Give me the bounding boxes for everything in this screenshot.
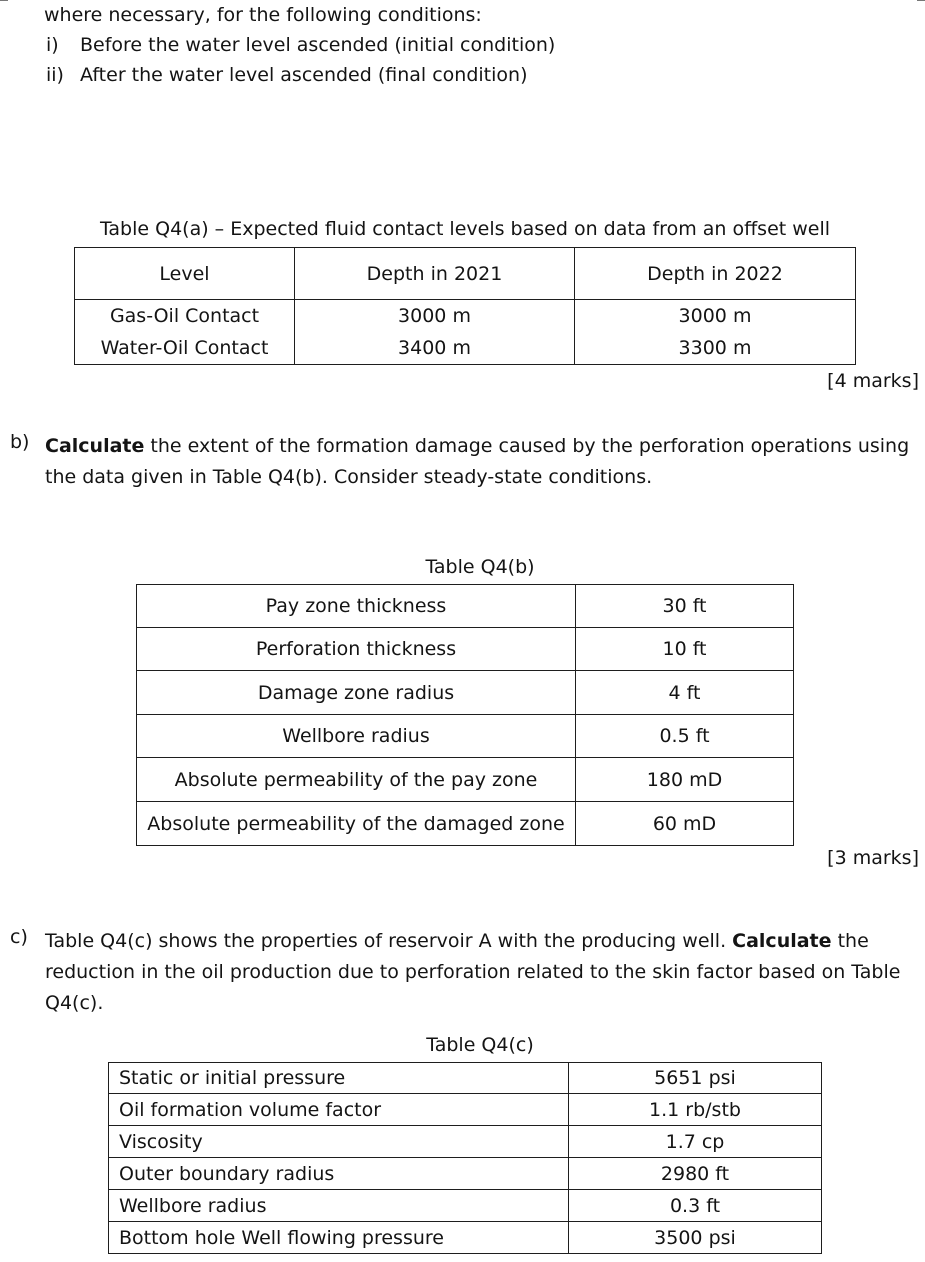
table-row	[109, 1094, 822, 1126]
table-cell: Pay zone thickness	[137, 585, 576, 628]
intro-item-text: After the water level ascended (final condition)	[80, 64, 528, 86]
table-cell: Absolute permeability of the damaged zone	[137, 802, 576, 846]
table-row	[75, 300, 856, 332]
part-c-label: c)	[10, 926, 28, 948]
table-cell: 30 ft	[576, 585, 794, 628]
table-cell: 10 ft	[576, 628, 794, 671]
table-c	[108, 1062, 822, 1254]
table-cell: 2980 ft	[569, 1158, 822, 1190]
table-cell: Bottom hole Well flowing pressure	[109, 1222, 569, 1254]
intro-item-text: Before the water level ascended (initial condition)	[80, 34, 556, 56]
table-cell: Absolute permeability of the pay zone	[137, 758, 576, 802]
table-header-cell: Depth in 2021	[295, 248, 575, 300]
table-cell: 0.5 ft	[576, 715, 794, 758]
table-cell: 180 mD	[576, 758, 794, 802]
intro-item-number: ii)	[46, 64, 64, 86]
table-header-cell: Level	[75, 248, 295, 300]
table-a	[74, 247, 856, 365]
part-c-text: Table Q4(c) shows the properties of reservoir A with the producing well.	[45, 930, 727, 952]
table-cell: Wellbore radius	[109, 1190, 569, 1222]
page-corner-mark-right	[917, 0, 925, 1]
table-cell: 5651 psi	[569, 1063, 822, 1094]
table-cell: 0.3 ft	[569, 1190, 822, 1222]
marks-label: [4 marks]	[827, 370, 919, 392]
table-b	[136, 584, 794, 846]
table-cell: Damage zone radius	[137, 671, 576, 715]
table-cell: 3000 m	[295, 300, 575, 332]
intro-item-number: i)	[46, 34, 59, 56]
table-row	[137, 758, 794, 802]
table-row	[109, 1063, 822, 1094]
table-a-caption: Table Q4(a) – Expected fluid contact levels based on data from an offset well	[99, 218, 831, 240]
part-b-label: b)	[10, 431, 30, 453]
part-c-question	[45, 926, 917, 1019]
table-cell: Perforation thickness	[137, 628, 576, 671]
part-b-question	[45, 431, 917, 493]
table-cell: Static or initial pressure	[109, 1063, 569, 1094]
table-cell: Outer boundary radius	[109, 1158, 569, 1190]
table-row	[137, 585, 794, 628]
table-cell: Water-Oil Contact	[75, 332, 295, 365]
intro-line: where necessary, for the following conditions:	[44, 4, 482, 26]
table-c-caption: Table Q4(c)	[426, 1034, 534, 1056]
table-cell: Wellbore radius	[137, 715, 576, 758]
part-c-text: the reduction in the oil production due to perforation related to the skin factor based on Table Q4(c).	[45, 930, 901, 1014]
table-cell: 3500 psi	[569, 1222, 822, 1254]
marks-label: [3 marks]	[827, 847, 919, 869]
table-row	[137, 802, 794, 846]
table-cell: 3400 m	[295, 332, 575, 365]
table-cell: 3300 m	[575, 332, 856, 365]
table-row	[109, 1158, 822, 1190]
table-row	[137, 671, 794, 715]
table-cell: Viscosity	[109, 1126, 569, 1158]
table-cell: Oil formation volume factor	[109, 1094, 569, 1126]
table-cell: 1.1 rb/stb	[569, 1094, 822, 1126]
table-cell: 4 ft	[576, 671, 794, 715]
table-cell: 1.7 cp	[569, 1126, 822, 1158]
part-b-text: the extent of the formation damage caused by the perforation operations using the data given in Table Q4(b). Consider steady-state conditions.	[45, 435, 910, 488]
table-header-row	[75, 248, 856, 300]
part-c-bold: Calculate	[732, 930, 832, 952]
table-cell: 3000 m	[575, 300, 856, 332]
table-row	[109, 1222, 822, 1254]
table-row	[109, 1190, 822, 1222]
table-row	[109, 1126, 822, 1158]
table-cell: Gas-Oil Contact	[75, 300, 295, 332]
part-b-bold: Calculate	[45, 435, 145, 457]
table-cell: 60 mD	[576, 802, 794, 846]
page-corner-mark-left	[0, 0, 8, 1]
table-header-cell: Depth in 2022	[575, 248, 856, 300]
table-row	[137, 715, 794, 758]
table-b-caption: Table Q4(b)	[425, 556, 535, 578]
table-row	[75, 332, 856, 365]
table-row	[137, 628, 794, 671]
